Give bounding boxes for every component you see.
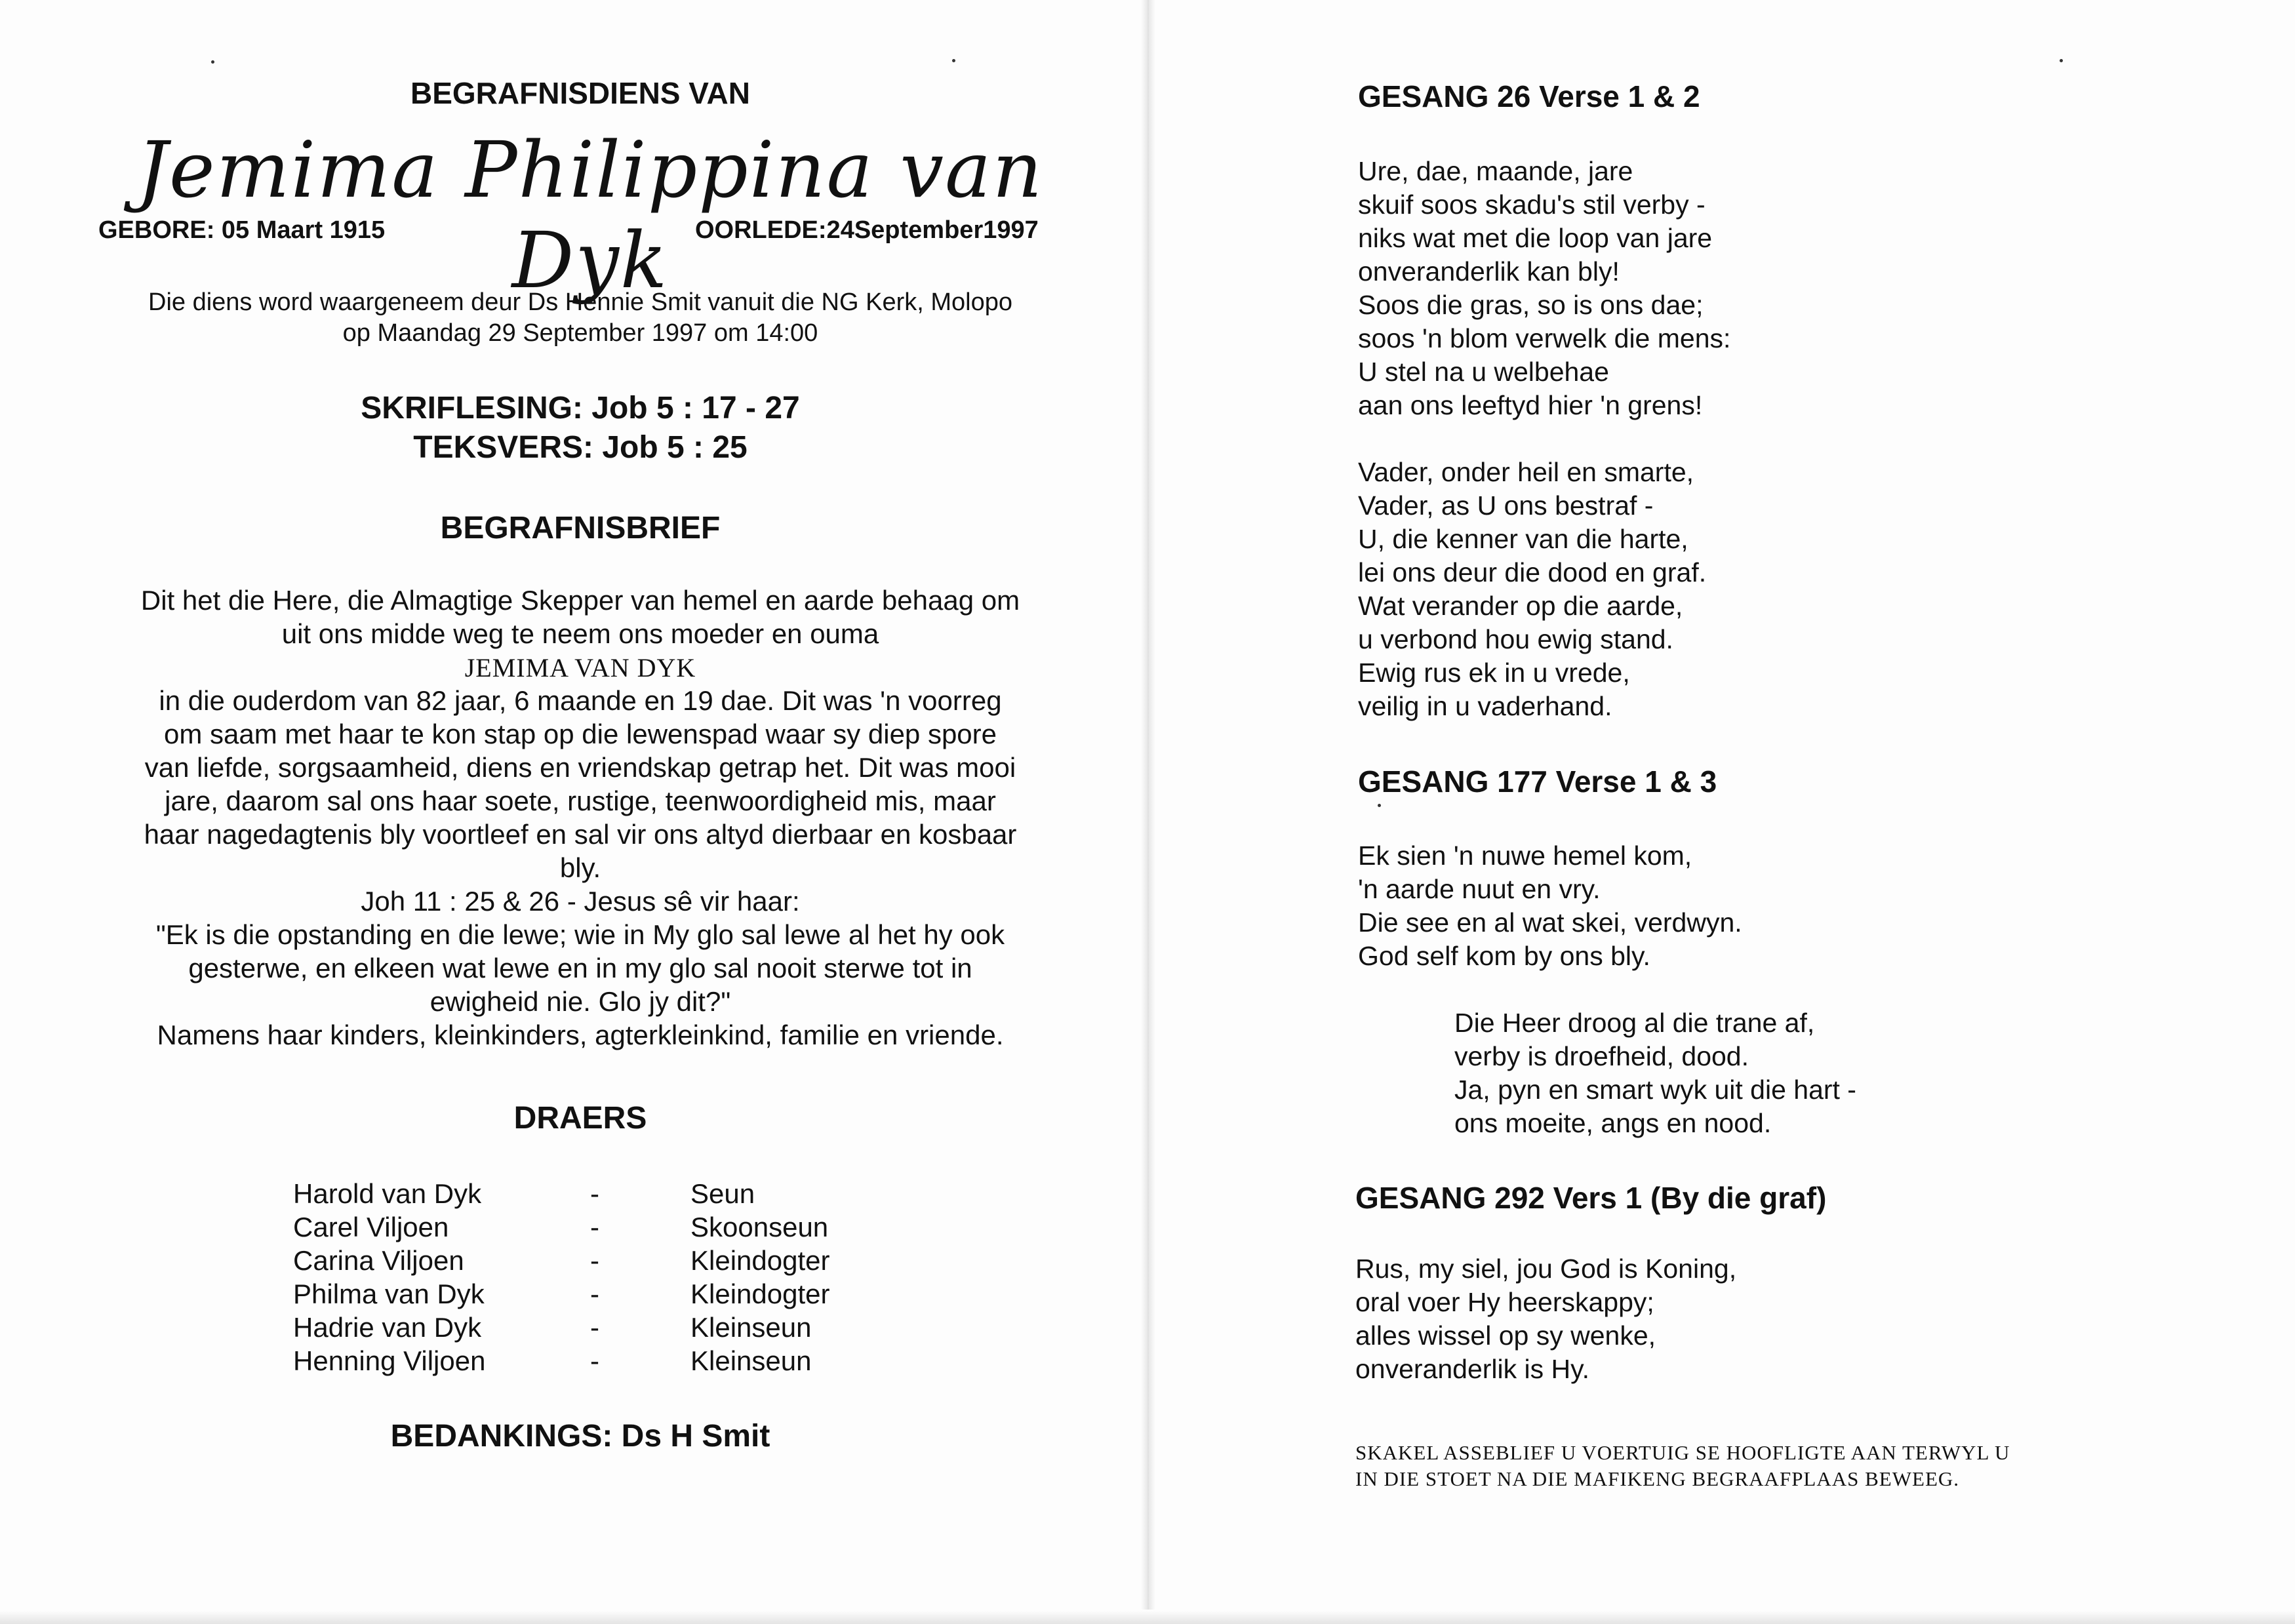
bearer-relation: Skoonseun bbox=[690, 1212, 829, 1242]
bearer-relation: Kleinseun bbox=[690, 1312, 812, 1343]
letter-line: jare, daarom sal ons haar soete, rustige, teenwoordigheid mis, maar bbox=[165, 785, 996, 816]
bearer-name: Hadrie van Dyk bbox=[293, 1312, 482, 1343]
bearer-name: Philma van Dyk bbox=[293, 1278, 485, 1309]
bearer-relation: Kleindogter bbox=[690, 1245, 830, 1276]
hymn-line: Ek sien 'n nuwe hemel kom, bbox=[1358, 841, 1692, 871]
page-fold bbox=[1141, 0, 1155, 1624]
bearer-separator: - bbox=[590, 1312, 599, 1343]
headlights-notice: IN DIE STOET NA DIE MAFIKENG BEGRAAFPLAAS BEWEEG. bbox=[1355, 1467, 1960, 1490]
hymn-line: aan ons leeftyd hier 'n grens! bbox=[1358, 390, 1703, 420]
hymn-line: Die Heer droog al die trane af, bbox=[1454, 1008, 1815, 1038]
hymn-line: oral voer Hy heerskappy; bbox=[1355, 1287, 1654, 1317]
hymn-line: niks wat met die loop van jare bbox=[1358, 223, 1713, 253]
text-verse: TEKSVERS: Job 5 : 25 bbox=[413, 430, 748, 465]
right-page bbox=[1148, 0, 2295, 1624]
scan-speck bbox=[211, 60, 214, 64]
letter-line: ewigheid nie. Glo jy dit?" bbox=[429, 986, 731, 1017]
scan-speck bbox=[952, 59, 955, 62]
scan-bottom-edge bbox=[0, 1610, 2295, 1624]
birth-date: GEBORE: 05 Maart 1915 bbox=[98, 216, 386, 244]
headlights-notice: SKAKEL ASSEBLIEF U VOERTUIG SE HOOFLIGTE AAN TERWYL U bbox=[1355, 1441, 2010, 1464]
hymn-line: U, die kenner van die harte, bbox=[1358, 524, 1688, 554]
hymn-line: ons moeite, angs en nood. bbox=[1454, 1108, 1772, 1138]
scan-speck bbox=[1378, 804, 1381, 807]
letter-line: om saam met haar te kon stap op die lewenspad waar sy diep spore bbox=[163, 719, 997, 749]
hymn-line: Vader, as U ons bestraf - bbox=[1358, 490, 1654, 521]
bearer-separator: - bbox=[590, 1178, 599, 1209]
hymn-line: Soos die gras, so is ons dae; bbox=[1358, 290, 1704, 320]
bearer-separator: - bbox=[590, 1278, 599, 1309]
bearer-separator: - bbox=[590, 1245, 599, 1276]
hymn-line: onveranderlik is Hy. bbox=[1355, 1354, 1589, 1384]
bearer-relation: Kleinseun bbox=[690, 1345, 812, 1376]
hymn-line: Rus, my siel, jou God is Koning, bbox=[1355, 1254, 1737, 1284]
hymn-line: Wat verander op die aarde, bbox=[1358, 591, 1683, 621]
bearer-relation: Kleindogter bbox=[690, 1278, 830, 1309]
hymn-title: GESANG 292 Vers 1 (By die graf) bbox=[1355, 1181, 1827, 1215]
letter-line: Joh 11 : 25 & 26 - Jesus sê vir haar: bbox=[361, 886, 800, 917]
deceased-name: Jemima Philippina van Dyk bbox=[136, 125, 1044, 306]
hymn-line: alles wissel op sy wenke, bbox=[1355, 1320, 1656, 1351]
left-page bbox=[0, 0, 1147, 1624]
service-details-line: Die diens word waargeneem deur Ds Hennie Smit vanuit die NG Kerk, Molopo bbox=[148, 288, 1012, 316]
letter-line: Namens haar kinders, kleinkinders, agterkleinkind, familie en vriende. bbox=[157, 1020, 1004, 1050]
bearer-relation: Seun bbox=[690, 1178, 755, 1209]
hymn-line: veilig in u vaderhand. bbox=[1358, 691, 1612, 721]
bearer-separator: - bbox=[590, 1345, 599, 1376]
letter-line: Dit het die Here, die Almagtige Skepper van hemel en aarde behaag om bbox=[140, 585, 1020, 616]
hymn-title: GESANG 26 Verse 1 & 2 bbox=[1358, 79, 1700, 113]
letter-line: uit ons midde weg te neem ons moeder en ouma bbox=[281, 618, 879, 649]
hymn-line: onveranderlik kan bly! bbox=[1358, 256, 1620, 287]
thanks-line: BEDANKINGS: Ds H Smit bbox=[390, 1419, 770, 1454]
bearers-heading: DRAERS bbox=[513, 1101, 647, 1136]
letter-deceased-name: JEMIMA VAN DYK bbox=[464, 653, 696, 683]
hymn-line: Vader, onder heil en smarte, bbox=[1358, 457, 1694, 487]
funeral-letter-heading: BEGRAFNISBRIEF bbox=[440, 511, 721, 545]
hymn-line: 'n aarde nuut en vry. bbox=[1358, 874, 1601, 904]
scan-speck bbox=[2060, 59, 2063, 62]
bearer-name: Henning Viljoen bbox=[293, 1345, 486, 1376]
hymn-line: u verbond hou ewig stand. bbox=[1358, 624, 1673, 654]
hymn-line: U stel na u welbehae bbox=[1358, 357, 1609, 387]
hymn-line: God self kom by ons bly. bbox=[1358, 941, 1650, 971]
hymn-title: GESANG 177 Verse 1 & 3 bbox=[1358, 764, 1717, 799]
bearer-name: Harold van Dyk bbox=[293, 1178, 482, 1209]
bearer-separator: - bbox=[590, 1212, 599, 1242]
letter-line: gesterwe, en elkeen wat lewe en in my glo sal nooit sterwe tot in bbox=[188, 953, 972, 983]
hymn-line: soos 'n blom verwelk die mens: bbox=[1358, 323, 1731, 353]
hymn-line: Ure, dae, maande, jare bbox=[1358, 156, 1633, 186]
bearer-name: Carel Viljoen bbox=[293, 1212, 449, 1242]
bearer-name: Carina Viljoen bbox=[293, 1245, 464, 1276]
hymn-line: skuif soos skadu's stil verby - bbox=[1358, 189, 1706, 220]
death-date: OORLEDE:24September1997 bbox=[695, 216, 1039, 244]
hymn-line: lei ons deur die dood en graf. bbox=[1358, 557, 1707, 587]
letter-line: van liefde, sorgsaamheid, diens en vriendskap getrap het. Dit was mooi bbox=[144, 752, 1016, 783]
hymn-line: verby is droefheid, dood. bbox=[1454, 1041, 1749, 1071]
letter-line: "Ek is die opstanding en die lewe; wie in My glo sal lewe al het hy ook bbox=[155, 919, 1005, 950]
hymn-line: Ja, pyn en smart wyk uit die hart - bbox=[1454, 1075, 1856, 1105]
letter-line: haar nagedagtenis bly voortleef en sal vir ons altyd dierbaar en kosbaar bbox=[144, 819, 1017, 850]
hymn-line: Die see en al wat skei, verdwyn. bbox=[1358, 907, 1742, 938]
letter-line: in die ouderdom van 82 jaar, 6 maande en 19 dae. Dit was 'n voorreg bbox=[159, 685, 1002, 716]
service-details-line: op Maandag 29 September 1997 om 14:00 bbox=[342, 319, 818, 347]
scripture-reading: SKRIFLESING: Job 5 : 17 - 27 bbox=[361, 391, 800, 426]
hymn-line: Ewig rus ek in u vrede, bbox=[1358, 658, 1630, 688]
letter-line: bly. bbox=[559, 852, 601, 883]
header-title: BEGRAFNISDIENS VAN bbox=[410, 76, 750, 110]
